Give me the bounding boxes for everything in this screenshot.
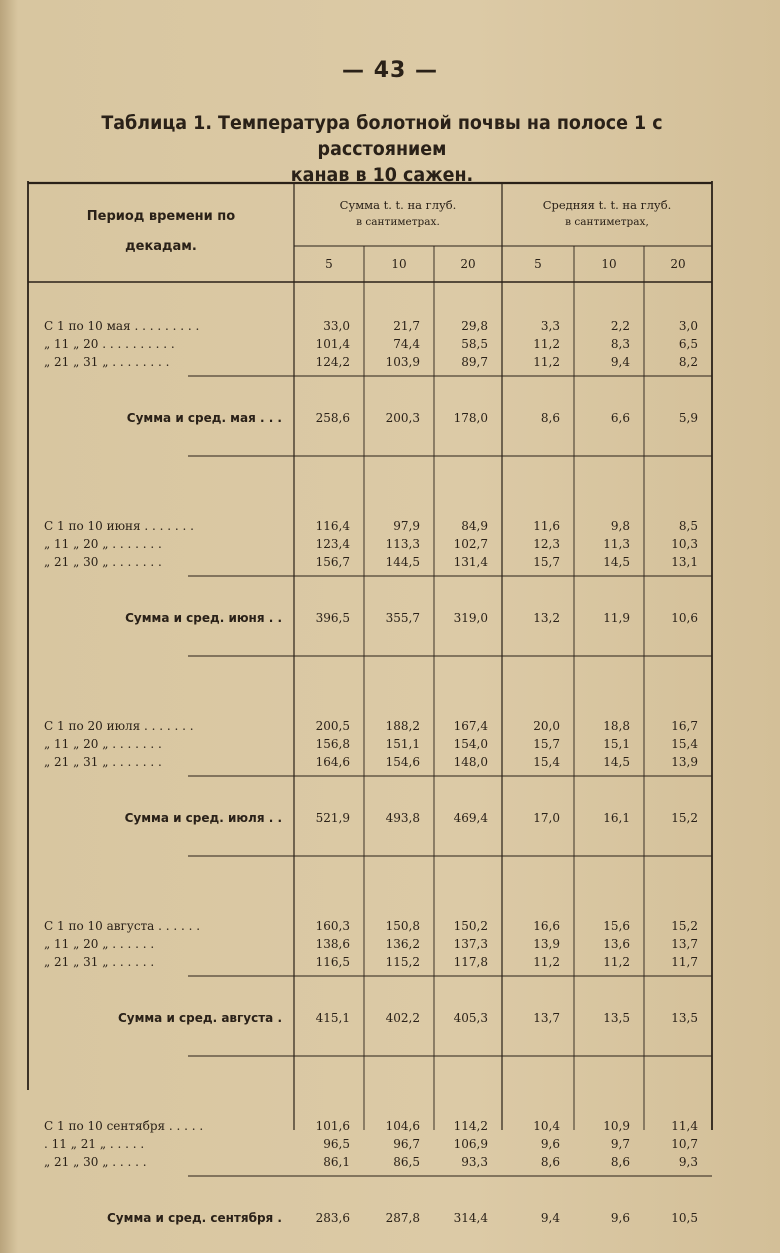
cell-value: 10,9 xyxy=(603,1119,630,1133)
row-label: „ 11 „ 20 . . . . . . . . . . xyxy=(44,337,175,351)
row-label: С 1 по 10 сентября . . . . . xyxy=(44,1119,204,1133)
row-label: „ 21 „ 30 „ . . . . . . . xyxy=(44,555,162,569)
cell-value: 9,6 xyxy=(610,1211,630,1225)
cell-value: 287,8 xyxy=(385,1211,420,1225)
cell-value: 106,9 xyxy=(453,1137,488,1151)
cell-value: 402,2 xyxy=(385,1011,420,1025)
cell-value: 148,0 xyxy=(453,755,488,769)
cell-value: 396,5 xyxy=(315,611,350,625)
cell-value: 12,3 xyxy=(533,537,560,551)
cell-value: 151,1 xyxy=(385,737,420,751)
row-label: „ 11 „ 20 „ . . . . . . . xyxy=(44,537,162,551)
sum-row-label: Сумма и сред. сентября . xyxy=(107,1211,282,1225)
cell-value: 2,2 xyxy=(610,319,630,333)
cell-value: 6,6 xyxy=(610,411,630,425)
cell-value: 5,9 xyxy=(678,411,698,425)
cell-value: 178,0 xyxy=(453,411,488,425)
cell-value: 86,5 xyxy=(393,1155,420,1169)
cell-value: 33,0 xyxy=(323,319,350,333)
cell-value: 9,4 xyxy=(610,355,630,369)
cell-value: 11,2 xyxy=(533,955,560,969)
cell-value: 74,4 xyxy=(393,337,420,351)
cell-value: 154,0 xyxy=(453,737,488,751)
cell-value: 11,3 xyxy=(603,537,630,551)
row-label: „ 11 „ 20 „ . . . . . . xyxy=(44,937,155,951)
cell-value: 102,7 xyxy=(453,537,488,551)
cell-value: 13,1 xyxy=(671,555,698,569)
cell-value: 15,4 xyxy=(671,737,698,751)
cell-value: 6,5 xyxy=(678,337,698,351)
header-avg-line-2: в сантиметрах, xyxy=(565,216,649,228)
cell-value: 15,7 xyxy=(533,737,560,751)
sum-row-label: Сумма и сред. июля . . xyxy=(124,811,282,825)
cell-value: 16,6 xyxy=(533,919,560,933)
cell-value: 137,3 xyxy=(453,937,488,951)
cell-value: 283,6 xyxy=(315,1211,350,1225)
cell-value: 164,6 xyxy=(315,755,350,769)
cell-value: 200,3 xyxy=(385,411,420,425)
row-label: С 1 по 10 июня . . . . . . . xyxy=(44,519,194,533)
cell-value: 11,2 xyxy=(533,355,560,369)
cell-value: 355,7 xyxy=(385,611,420,625)
cell-value: 167,4 xyxy=(453,719,488,733)
cell-value: 123,4 xyxy=(315,537,350,551)
cell-value: 11,2 xyxy=(603,955,630,969)
table-title xyxy=(51,110,713,188)
cell-value: 9,4 xyxy=(540,1211,560,1225)
header-depth-0: 5 xyxy=(325,257,333,271)
page-number: — 43 — xyxy=(342,58,438,83)
cell-value: 138,6 xyxy=(315,937,350,951)
cell-value: 20,0 xyxy=(533,719,560,733)
row-label: „ 21 „ 31 „ . . . . . . . . xyxy=(44,355,170,369)
cell-value: 131,4 xyxy=(453,555,488,569)
cell-value: 103,9 xyxy=(385,355,420,369)
cell-value: 17,0 xyxy=(533,811,560,825)
cell-value: 10,7 xyxy=(671,1137,698,1151)
cell-value: 124,2 xyxy=(315,355,350,369)
cell-value: 10,4 xyxy=(533,1119,560,1133)
cell-value: 15,1 xyxy=(603,737,630,751)
row-label: С 1 по 20 июля . . . . . . . xyxy=(44,719,194,733)
cell-value: 3,0 xyxy=(678,319,698,333)
cell-value: 493,8 xyxy=(385,811,420,825)
cell-value: 21,7 xyxy=(393,319,420,333)
cell-value: 15,6 xyxy=(603,919,630,933)
header-sum-line-1: Сумма t. t. на глуб. xyxy=(339,198,457,212)
cell-value: 14,5 xyxy=(603,555,630,569)
cell-value: 200,5 xyxy=(315,719,350,733)
cell-value: 101,4 xyxy=(315,337,350,351)
cell-value: 93,3 xyxy=(461,1155,488,1169)
cell-value: 18,8 xyxy=(603,719,630,733)
sum-row-label: Сумма и сред. мая . . . xyxy=(126,411,282,425)
sum-row-label: Сумма и сред. августа . xyxy=(117,1011,282,1025)
header-period-line-2: декадам. xyxy=(125,239,197,254)
cell-value: 13,2 xyxy=(533,611,560,625)
cell-value: 8,2 xyxy=(678,355,698,369)
cell-value: 13,6 xyxy=(603,937,630,951)
cell-value: 13,9 xyxy=(671,755,698,769)
cell-value: 160,3 xyxy=(315,919,350,933)
cell-value: 314,4 xyxy=(453,1211,488,1225)
cell-value: 13,5 xyxy=(671,1011,698,1025)
row-label: „ 21 „ 31 „ . . . . . . . xyxy=(44,755,162,769)
cell-value: 144,5 xyxy=(385,555,420,569)
cell-value: 97,9 xyxy=(393,519,420,533)
cell-value: 8,3 xyxy=(610,337,630,351)
cell-value: 11,4 xyxy=(671,1119,698,1133)
cell-value: 9,3 xyxy=(678,1155,698,1169)
cell-value: 15,7 xyxy=(533,555,560,569)
cell-value: 13,7 xyxy=(671,937,698,951)
header-depth-2: 20 xyxy=(460,257,476,271)
header-depth-4: 10 xyxy=(601,257,617,271)
cell-value: 521,9 xyxy=(315,811,350,825)
cell-value: 188,2 xyxy=(385,719,420,733)
cell-value: 8,6 xyxy=(540,411,560,425)
cell-value: 8,5 xyxy=(678,519,698,533)
cell-value: 258,6 xyxy=(315,411,350,425)
cell-value: 3,3 xyxy=(540,319,560,333)
cell-value: 16,7 xyxy=(671,719,698,733)
header-avg-line-1: Средняя t. t. на глуб. xyxy=(542,198,672,212)
cell-value: 86,1 xyxy=(323,1155,350,1169)
cell-value: 96,7 xyxy=(393,1137,420,1151)
cell-value: 154,6 xyxy=(385,755,420,769)
header-sum-line-2: в сантиметрах. xyxy=(356,216,440,228)
row-label: . 11 „ 21 „ . . . . . xyxy=(44,1137,145,1151)
cell-value: 116,5 xyxy=(315,955,350,969)
cell-value: 114,2 xyxy=(453,1119,488,1133)
header-depth-3: 5 xyxy=(534,257,542,271)
cell-value: 11,2 xyxy=(533,337,560,351)
cell-value: 89,7 xyxy=(461,355,488,369)
header-depth-5: 20 xyxy=(670,257,686,271)
table-grid xyxy=(28,180,714,1225)
cell-value: 405,3 xyxy=(453,1011,488,1025)
cell-value: 469,4 xyxy=(453,811,488,825)
cell-value: 8,6 xyxy=(540,1155,560,1169)
table-title-line-2: канав в 10 сажен. xyxy=(290,164,474,186)
cell-value: 14,5 xyxy=(603,755,630,769)
cell-value: 150,8 xyxy=(385,919,420,933)
cell-value: 116,4 xyxy=(315,519,350,533)
cell-value: 13,9 xyxy=(533,937,560,951)
cell-value: 9,8 xyxy=(610,519,630,533)
header-period-line-1: Период времени по xyxy=(86,209,236,224)
soil-temperature-table xyxy=(28,180,714,1225)
cell-value: 104,6 xyxy=(385,1119,420,1133)
cell-value: 58,5 xyxy=(461,337,488,351)
cell-value: 10,5 xyxy=(671,1211,698,1225)
cell-value: 11,7 xyxy=(671,955,698,969)
cell-value: 10,3 xyxy=(671,537,698,551)
cell-value: 150,2 xyxy=(453,919,488,933)
cell-value: 84,9 xyxy=(461,519,488,533)
cell-value: 9,7 xyxy=(610,1137,630,1151)
cell-value: 117,8 xyxy=(453,955,488,969)
row-label: „ 11 „ 20 „ . . . . . . . xyxy=(44,737,162,751)
cell-value: 15,2 xyxy=(671,811,698,825)
cell-value: 156,8 xyxy=(315,737,350,751)
cell-value: 15,2 xyxy=(671,919,698,933)
cell-value: 9,6 xyxy=(540,1137,560,1151)
cell-value: 115,2 xyxy=(385,955,420,969)
cell-value: 96,5 xyxy=(323,1137,350,1151)
cell-value: 29,8 xyxy=(461,319,488,333)
row-label: „ 21 „ 31 „ . . . . . . xyxy=(44,955,155,969)
cell-value: 156,7 xyxy=(315,555,350,569)
row-label: „ 21 „ 30 „ . . . . . xyxy=(44,1155,147,1169)
cell-value: 15,4 xyxy=(533,755,560,769)
cell-value: 13,7 xyxy=(533,1011,560,1025)
cell-value: 10,6 xyxy=(671,611,698,625)
header-depth-1: 10 xyxy=(391,257,407,271)
table-title-line-1: Таблица 1. Температура болотной почвы на полосе 1 с расстоянием xyxy=(101,112,663,160)
cell-value: 11,6 xyxy=(533,519,560,533)
cell-value: 136,2 xyxy=(385,937,420,951)
sum-row-label: Сумма и сред. июня . . xyxy=(125,611,282,625)
cell-value: 113,3 xyxy=(385,537,420,551)
cell-value: 319,0 xyxy=(453,611,488,625)
cell-value: 16,1 xyxy=(603,811,630,825)
row-label: С 1 по 10 августа . . . . . . xyxy=(44,919,201,933)
cell-value: 8,6 xyxy=(610,1155,630,1169)
row-label: С 1 по 10 мая . . . . . . . . . xyxy=(44,319,200,333)
cell-value: 13,5 xyxy=(603,1011,630,1025)
cell-value: 11,9 xyxy=(603,611,630,625)
cell-value: 415,1 xyxy=(315,1011,350,1025)
cell-value: 101,6 xyxy=(315,1119,350,1133)
